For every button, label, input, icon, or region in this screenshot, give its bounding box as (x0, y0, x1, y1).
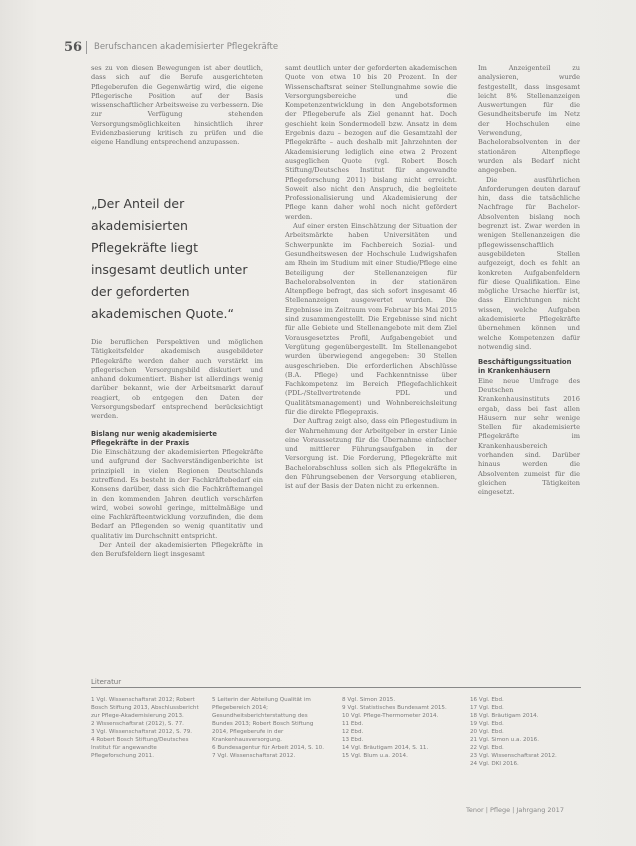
paragraph: Die Einschätzung der akademisierten Pflegekräfte und aufgrund der Sachverständigenberichte ist prinzipiell in vielen Regionen Deutschlands zutreffend. Es besteht in der Fachkräftebedarf ein Konsens darüber, dass sich die Fachkräftemangel in den kommenden Jahren deutlich verschärfen wird, wobei sowohl geringe, mittelmäßige und eine Fachkräfteentwicklung vorzufinden, die dem Bedarf an Pflegenden so wenig quantitativ und qualitativ im Durchschnitt entspricht. (91, 448, 263, 540)
footnote: 18 Vgl. Bräutigam 2014. (470, 713, 539, 719)
section-heading: Beschäftigungssituation in Krankenhäusern (478, 358, 572, 376)
footnote: 24 Vgl. DKI 2016. (470, 761, 519, 767)
footnote: 12 Ebd. (342, 729, 364, 735)
page-number: 56 (64, 40, 83, 55)
column-1-top (91, 64, 263, 148)
footnote: 22 Vgl. Ebd. (470, 745, 504, 751)
footnote: 15 Vgl. Blum u.a. 2014. (342, 753, 408, 759)
footnotes-column-4 (470, 696, 580, 768)
footnote: 2 Wissenschaftsrat (2012), S. 77. (91, 721, 184, 727)
footnote: 8 Vgl. Simon 2015. (342, 697, 396, 703)
footnotes-column-1 (91, 696, 201, 760)
paragraph: ses zu von diesen Bewegungen ist aber deutlich, dass sich auf die Berufe ausgerichteten Pflegeberufen die Gegenwärtig wird, die eigene Pflegerische Position auf der Basis wissenschaftlicher Arbeitsweise zu verbessern. Die zur Verfügung stehenden Versorgungsmöglichkeiten hinsichtlich ihrer Evidenzbasierung kritisch zu prüfen und die eigene Handlung entsprechend anzupassen. (91, 64, 263, 147)
column-1-bottom (91, 338, 263, 560)
paragraph: Der Auftrag zeigt also, dass ein Pflegestudium in der Wahrnehmung der Arbeitgeber in erster Linie eine Voraussetzung für die Übernahme einfacher und mittlerer Führungsaufgaben in der Versorgung ist. Die Forderung, Pflegekräfte mit Bachelorabschluss sollen sich als Pflegekräfte in den Führungsebenen der Versorgung etablieren, ist auf der Basis der Daten nicht zu erkennen. (285, 417, 457, 491)
page-header (64, 40, 604, 56)
footnote: 21 Vgl. Simon u.a. 2016. (470, 737, 540, 743)
paragraph: Die ausführlichen Anforderungen deuten darauf hin, dass die tatsächliche Nachfrage für Bachelor-Absolventen bislang noch begrenzt ist. Zwar werden in wenigen Stellenanzeigen die pflegewissenschaftlich ausgebildeten Stellen aufgezeigt, doch es fehlt an konkreten Aufgabenfeldern für diese Qualifikation. Eine mögliche Ursache hierfür ist, dass Einrichtungen nicht wissen, welche Aufgaben akademisierte Pflegekräfte übernehmen können und welche Kompetenzen dafür notwendig sind. (478, 175, 580, 351)
footnote: 9 Vgl. Statistisches Bundesamt 2015. (342, 705, 447, 711)
footnote: 14 Vgl. Bräutigam 2014, S. 11. (342, 745, 429, 751)
footnote: 10 Vgl. Pflege-Thermometer 2014. (342, 713, 439, 719)
footnote: 17 Vgl. Ebd. (470, 705, 504, 711)
footnote: 23 Vgl. Wissenschaftsrat 2012. (470, 753, 557, 759)
page-footer: Tenor | Pflege | Jahrgang 2017 (466, 806, 564, 814)
footnotes-column-2 (212, 696, 330, 760)
paragraph: Der Anteil der akademisierten Pflegekräfte in den Berufsfeldern liegt insgesamt (91, 541, 263, 559)
footnote: 1 Vgl. Wissenschaftsrat 2012; Robert Bosch Stiftung 2013, Abschlussbericht zur Pflege-Akademisierung 2013. (91, 697, 199, 719)
paragraph: Im Anzeigenteil zu analysieren, wurde festgestellt, dass insgesamt leicht 8% Stellenanzeigen Auswertungen für die Gesundheitsberufe im Netz der Hochschulen eine Verwendung, Bachelorabsolventen in der stationären Altenpflege wurden als Bedarf nicht angegeben. (478, 64, 580, 175)
footnotes-label: Literatur (91, 678, 124, 686)
paragraph: Eine neue Umfrage des Deutschen Krankenhausinstituts 2016 ergab, dass bei fast allen Häusern nur sehr wenige Stellen für akademisierte Pflegekräfte im Krankenhausbereich vorhanden sind. Darüber hinaus werden die Absolventen zumeist für die gleichen Tätigkeiten eingesetzt. (478, 376, 580, 497)
footnote: 11 Ebd. (342, 721, 364, 727)
footnote: 7 Vgl. Wissenschaftsrat 2012. (212, 753, 296, 759)
footnote: 3 Vgl. Wissenschaftsrat 2012, S. 79. (91, 729, 193, 735)
footnotes-divider (91, 687, 581, 688)
paragraph: Auf einer ersten Einschätzung der Situation der Arbeitsmärkte haben Universitäten und Schwerpunkte im Fachbereich Sozial- und Gesundheitswesen der Hochschule Ludwigshafen am Rhein im Studium mit einer Studie/Pflege eine Beteiligung der Stellenanzeigen für Bachelorabsolventen in der stationären Altenpflege befragt, das sich sofort insgesamt 46 Stellenanzeigen ausgewertet wurden. Die Ergebnisse im Zeitraum vom Februar bis Mai 2015 sind zusammengestellt. Die Ergebnisse sind nicht für alle Gebiete und Stellenangebote mit dem Ziel Vorausgesetztes Profil, Aufgabengebiet und Vergütung gegenübergestellt. Im Stellenangebot wurden überwiegend angegeben: 30 Stellen ausgeschrieben. Die erforderlichen Abschlüsse (B.A. Pflege) und Fachkenntnisse über Fachkompetenz im Bereich Pflegefachlichkeit (PDL-/Stellvertretende PDL und Qualitätsmanagement) und Wohnbereichsleitung für die direkte Pflegepraxis. (285, 222, 457, 416)
running-title: Berufschancen akademisierter Pflegekräfte (94, 42, 279, 52)
footnotes-column-3 (342, 696, 454, 760)
footnote: 16 Vgl. Ebd. (470, 697, 504, 703)
footnote: 5 Leiterin der Abteilung Qualität im Pflegebereich 2014; Gesundheitsberichterstattung des Bundes 2013; Robert Bosch Stiftung 2014, Pflegeberufe in der Krankenhausversorgung. (212, 697, 314, 743)
column-3 (478, 64, 580, 497)
footnote: 6 Bundesagentur für Arbeit 2014, S. 10. (212, 745, 324, 751)
footnote: 19 Vgl. Ebd. (470, 721, 504, 727)
header-divider (86, 41, 87, 54)
paragraph: samt deutlich unter der geforderten akademischen Quote von etwa 10 bis 20 Prozent. In der Wissenschaftsrat seiner Stellungnahme sowie die Versorgungsbereiche und die Kompetenzentwicklung in den Angebotsformen der Pflegeberufe als Ziel genannt hat. Doch geschieht kein Sondermodell bzw. Ansatz in dem Ergebnis dazu – bezogen auf die Gesamtzahl der Pflegekräfte – auch deshalb mit Jahrzehnten der Akademisierung lediglich eine etwa 2 Prozent ausgeglichen Quote (vgl. Robert Bosch Stiftung/Deutsches Institut für angewandte Pflegeforschung 2011) bislang nicht erreicht. Soweit also nicht den Anspruch, die begleitete Professionalisierung und Akademisierung der Pflege kann daher wohl noch nicht gefördert werden. (285, 64, 457, 221)
footnote: 4 Robert Bosch Stiftung/Deutsches Institut für angewandte Pflegeforschung 2011. (91, 737, 189, 759)
column-2 (285, 64, 457, 492)
footnote: 13 Ebd. (342, 737, 364, 743)
paragraph: Die beruflichen Perspektiven und möglichen Tätigkeitsfelder akademisch ausgebildeter Pflegekräfte werden daher auch verstärkt im pflegerischen Versorgungsbild diskutiert und anhand dokumentiert. Bisher ist allerdings wenig darüber bekannt, wie der Arbeitsmarkt darauf reagiert, ob entgegen den Daten der Versorgungsbedarf entsprechend berücksichtigt werden. (91, 338, 263, 421)
section-heading: Bislang nur wenig akademisierte Pflegekräfte in der Praxis (91, 429, 218, 447)
pull-quote: „Der Anteil der akademisierten Pflegekräfte liegt insgesamt deutlich unter der geforderten akademischen Quote.“ (91, 196, 248, 321)
footnote: 20 Vgl. Ebd. (470, 729, 504, 735)
